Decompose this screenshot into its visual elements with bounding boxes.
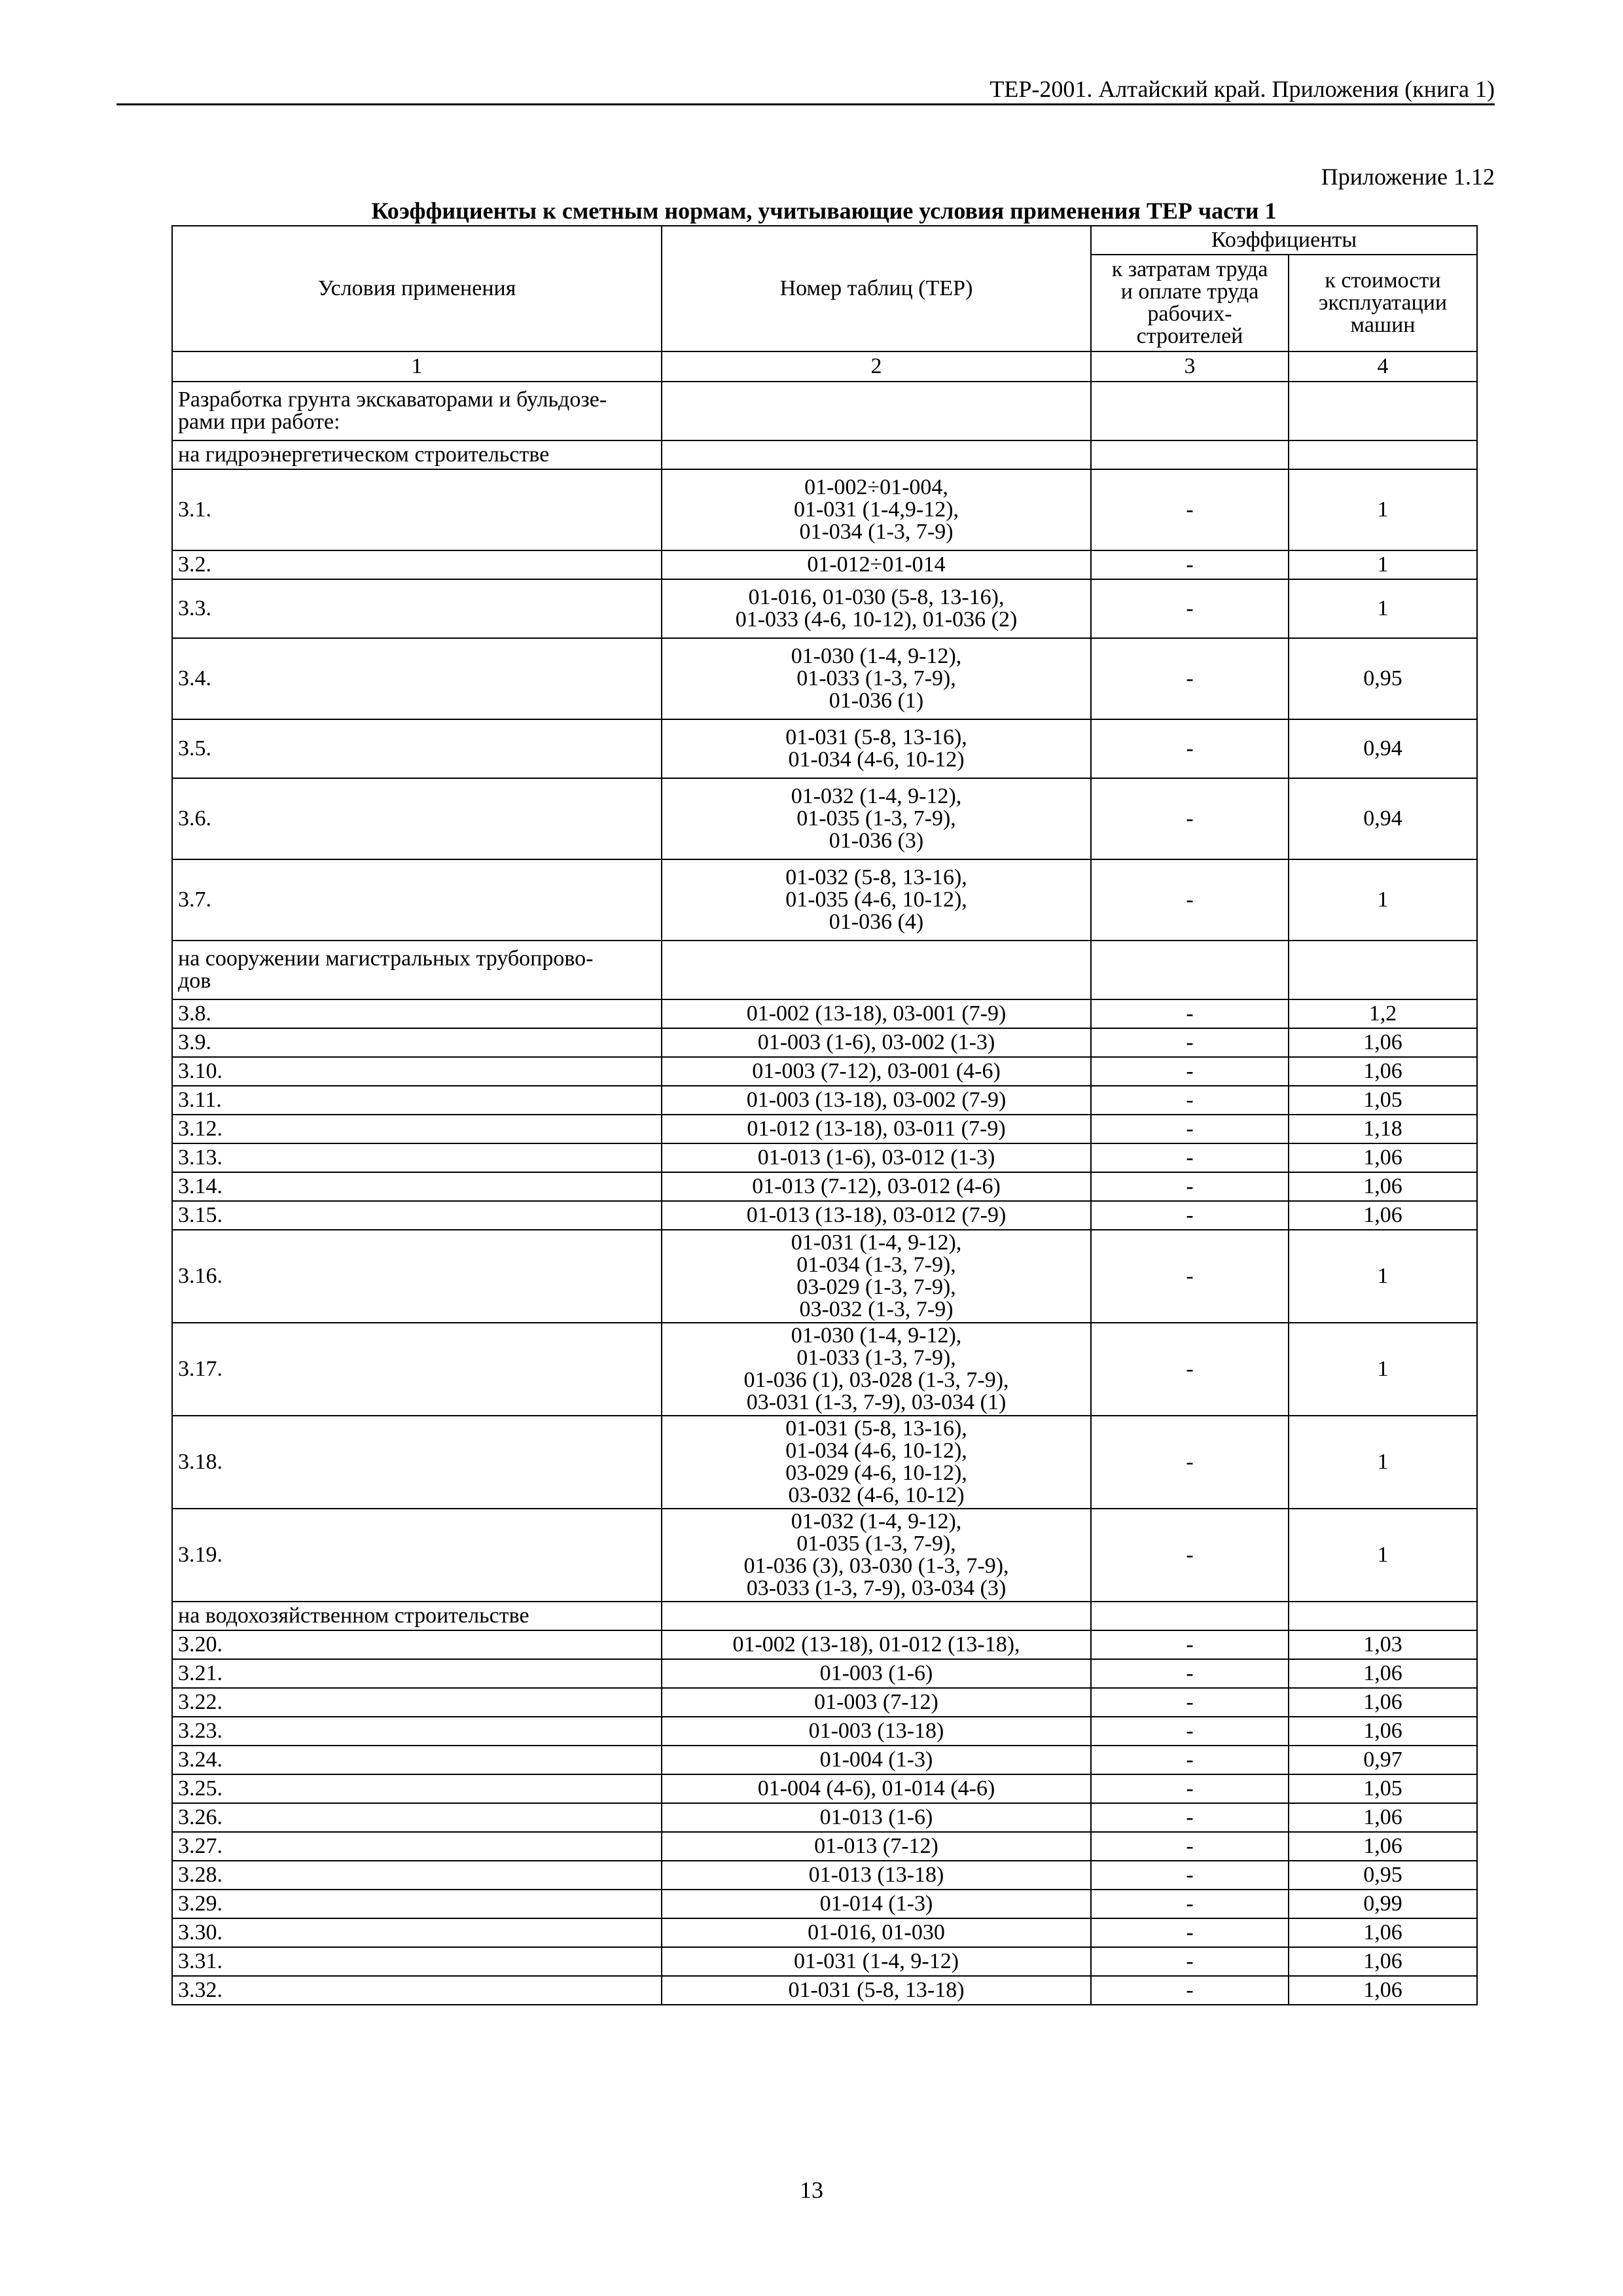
machine-coefficient-cell: 1 — [1289, 1230, 1477, 1323]
machine-coefficient-cell — [1289, 382, 1477, 440]
machine-coefficient-cell: 1 — [1289, 859, 1477, 941]
appendix-label: Приложение 1.12 — [1321, 164, 1495, 190]
machine-coefficient-cell: 1,06 — [1289, 1201, 1477, 1230]
condition-cell: 3.7. — [172, 859, 662, 941]
labor-coefficient-cell: - — [1091, 1746, 1289, 1774]
labor-coefficient-cell: - — [1091, 999, 1289, 1028]
condition-cell: 3.21. — [172, 1659, 662, 1688]
condition-cell: 3.22. — [172, 1688, 662, 1717]
machine-coefficient-cell: 1 — [1289, 550, 1477, 579]
condition-cell: 3.15. — [172, 1201, 662, 1230]
machine-coefficient-cell: 0,94 — [1289, 778, 1477, 859]
machine-coefficient-cell: 1 — [1289, 1416, 1477, 1509]
labor-coefficient-cell: - — [1091, 1630, 1289, 1659]
machine-coefficient-cell: 1,06 — [1289, 1717, 1477, 1746]
condition-cell: 3.27. — [172, 1832, 662, 1861]
table-numbers-cell: 01-031 (5-8, 13-16), 01-034 (4-6, 10-12) — [662, 719, 1091, 778]
column-index: 1 — [172, 351, 662, 382]
page-number: 13 — [800, 2177, 823, 2203]
table-row — [172, 1057, 1477, 1086]
condition-cell: 3.19. — [172, 1509, 662, 1602]
machine-coefficient-cell: 1,18 — [1289, 1115, 1477, 1143]
labor-coefficient-cell: - — [1091, 579, 1289, 638]
labor-coefficient-cell: - — [1091, 1230, 1289, 1323]
machine-coefficient-cell: 1,05 — [1289, 1774, 1477, 1803]
table-row — [172, 1509, 1477, 1602]
condition-cell: 3.32. — [172, 1976, 662, 2005]
table-numbers-cell: 01-016, 01-030 (5-8, 13-16), 01-033 (4-6, 10-12), 01-036 (2) — [662, 579, 1091, 638]
table-row — [172, 1976, 1477, 2005]
table-row — [172, 719, 1477, 778]
condition-cell: на водохозяйственном строительстве — [172, 1602, 662, 1630]
labor-coefficient-cell: - — [1091, 1688, 1289, 1717]
labor-coefficient-cell: - — [1091, 1172, 1289, 1201]
table-numbers-cell: 01-004 (4-6), 01-014 (4-6) — [662, 1774, 1091, 1803]
table-numbers-cell: 01-031 (1-4, 9-12) — [662, 1947, 1091, 1976]
labor-coefficient-cell: - — [1091, 1918, 1289, 1947]
table-row — [172, 469, 1477, 550]
machine-coefficient-cell: 1,05 — [1289, 1086, 1477, 1115]
table-numbers-cell: 01-003 (1-6) — [662, 1659, 1091, 1688]
labor-coefficient-cell: - — [1091, 719, 1289, 778]
table-row — [172, 1774, 1477, 1803]
table-numbers-cell — [662, 382, 1091, 440]
table-numbers-cell: 01-032 (5-8, 13-16), 01-035 (4-6, 10-12), 01-036 (4) — [662, 859, 1091, 941]
table-row — [172, 638, 1477, 719]
table-row — [172, 999, 1477, 1028]
labor-coefficient-cell: - — [1091, 1416, 1289, 1509]
labor-coefficient-cell: - — [1091, 1832, 1289, 1861]
condition-cell: 3.24. — [172, 1746, 662, 1774]
labor-coefficient-cell: - — [1091, 1086, 1289, 1115]
labor-coefficient-cell — [1091, 440, 1289, 469]
condition-cell: 3.31. — [172, 1947, 662, 1976]
table-numbers-cell: 01-002 (13-18), 01-012 (13-18), — [662, 1630, 1091, 1659]
machine-coefficient-cell: 0,95 — [1289, 1861, 1477, 1890]
header-labor: к затратам труда и оплате труда рабочих- строителей — [1091, 255, 1289, 351]
table-row — [172, 1416, 1477, 1509]
labor-coefficient-cell: - — [1091, 1115, 1289, 1143]
table-row — [172, 1602, 1477, 1630]
machine-coefficient-cell — [1289, 440, 1477, 469]
table-numbers-cell: 01-013 (7-12) — [662, 1832, 1091, 1861]
header-conditions: Условия применения — [172, 226, 662, 351]
table-numbers-cell: 01-003 (13-18) — [662, 1717, 1091, 1746]
condition-cell: 3.29. — [172, 1890, 662, 1918]
condition-cell: 3.6. — [172, 778, 662, 859]
table-numbers-cell: 01-013 (1-6), 03-012 (1-3) — [662, 1143, 1091, 1172]
condition-cell: 3.20. — [172, 1630, 662, 1659]
condition-cell: 3.23. — [172, 1717, 662, 1746]
table-row — [172, 1115, 1477, 1143]
column-index: 2 — [662, 351, 1091, 382]
table-numbers-cell: 01-031 (5-8, 13-16), 01-034 (4-6, 10-12), 03-029 (4-6, 10-12), 03-032 (4-6, 10-12) — [662, 1416, 1091, 1509]
condition-cell: 3.1. — [172, 469, 662, 550]
table-row — [172, 550, 1477, 579]
table-row — [172, 1832, 1477, 1861]
condition-cell: 3.2. — [172, 550, 662, 579]
labor-coefficient-cell: - — [1091, 1057, 1289, 1086]
header-row-top — [172, 226, 1477, 255]
table-body — [172, 382, 1477, 2005]
table-numbers-cell: 01-002 (13-18), 03-001 (7-9) — [662, 999, 1091, 1028]
machine-coefficient-cell: 1,06 — [1289, 1028, 1477, 1057]
table-numbers-cell: 01-031 (5-8, 13-18) — [662, 1976, 1091, 2005]
table-numbers-cell: 01-003 (7-12) — [662, 1688, 1091, 1717]
labor-coefficient-cell — [1091, 941, 1289, 999]
machine-coefficient-cell: 1 — [1289, 1323, 1477, 1416]
condition-cell: 3.26. — [172, 1803, 662, 1832]
table-row — [172, 1630, 1477, 1659]
table-numbers-cell: 01-013 (13-18) — [662, 1861, 1091, 1890]
table-numbers-cell: 01-030 (1-4, 9-12), 01-033 (1-3, 7-9), 01-036 (1) — [662, 638, 1091, 719]
labor-coefficient-cell: - — [1091, 1028, 1289, 1057]
table-numbers-cell: 01-016, 01-030 — [662, 1918, 1091, 1947]
labor-coefficient-cell: - — [1091, 1803, 1289, 1832]
table-numbers-cell — [662, 440, 1091, 469]
condition-cell: 3.12. — [172, 1115, 662, 1143]
condition-cell: 3.18. — [172, 1416, 662, 1509]
condition-cell: 3.30. — [172, 1918, 662, 1947]
condition-cell: 3.10. — [172, 1057, 662, 1086]
condition-cell: 3.11. — [172, 1086, 662, 1115]
table-row — [172, 1688, 1477, 1717]
machine-coefficient-cell: 1 — [1289, 1509, 1477, 1602]
table-numbers-cell: 01-012 (13-18), 03-011 (7-9) — [662, 1115, 1091, 1143]
table-row — [172, 1717, 1477, 1746]
condition-cell: 3.5. — [172, 719, 662, 778]
machine-coefficient-cell: 1,06 — [1289, 1918, 1477, 1947]
labor-coefficient-cell: - — [1091, 550, 1289, 579]
table-row — [172, 382, 1477, 440]
header-rule — [116, 103, 1495, 105]
machine-coefficient-cell: 1,06 — [1289, 1659, 1477, 1688]
machine-coefficient-cell: 1,06 — [1289, 1143, 1477, 1172]
table-numbers-cell: 01-012÷01-014 — [662, 550, 1091, 579]
machine-coefficient-cell: 1,06 — [1289, 1947, 1477, 1976]
machine-coefficient-cell: 0,99 — [1289, 1890, 1477, 1918]
table-numbers-cell — [662, 1602, 1091, 1630]
condition-cell: Разработка грунта экскаваторами и бульдозе- рами при работе: — [172, 382, 662, 440]
labor-coefficient-cell: - — [1091, 1861, 1289, 1890]
table-row — [172, 1890, 1477, 1918]
machine-coefficient-cell: 1 — [1289, 469, 1477, 550]
machine-coefficient-cell: 1,06 — [1289, 1976, 1477, 2005]
machine-coefficient-cell: 1,06 — [1289, 1057, 1477, 1086]
running-head: ТЕР-2001. Алтайский край. Приложения (книга 1) — [990, 76, 1495, 102]
labor-coefficient-cell: - — [1091, 1890, 1289, 1918]
table-row — [172, 941, 1477, 999]
labor-coefficient-cell — [1091, 382, 1289, 440]
header-machines: к стоимости эксплуатации машин — [1289, 255, 1477, 351]
table-row — [172, 1947, 1477, 1976]
table-row — [172, 1230, 1477, 1323]
machine-coefficient-cell: 1,06 — [1289, 1688, 1477, 1717]
coefficients-table — [171, 225, 1478, 2005]
table-numbers-cell — [662, 941, 1091, 999]
machine-coefficient-cell: 0,97 — [1289, 1746, 1477, 1774]
table-row — [172, 1659, 1477, 1688]
table-numbers-cell: 01-032 (1-4, 9-12), 01-035 (1-3, 7-9), 01-036 (3), 03-030 (1-3, 7-9), 03-033 (1-3, 7-9), 03-034 (3) — [662, 1509, 1091, 1602]
labor-coefficient-cell: - — [1091, 1947, 1289, 1976]
table-numbers-cell: 01-030 (1-4, 9-12), 01-033 (1-3, 7-9), 01-036 (1), 03-028 (1-3, 7-9), 03-031 (1-3, 7-9), 03-034 (1) — [662, 1323, 1091, 1416]
machine-coefficient-cell: 0,95 — [1289, 638, 1477, 719]
table-numbers-cell: 01-013 (7-12), 03-012 (4-6) — [662, 1172, 1091, 1201]
labor-coefficient-cell: - — [1091, 469, 1289, 550]
table-numbers-cell: 01-013 (1-6) — [662, 1803, 1091, 1832]
table-header — [172, 226, 1477, 382]
condition-cell: 3.4. — [172, 638, 662, 719]
table-row — [172, 579, 1477, 638]
machine-coefficient-cell: 1,2 — [1289, 999, 1477, 1028]
condition-cell: 3.17. — [172, 1323, 662, 1416]
labor-coefficient-cell: - — [1091, 1976, 1289, 2005]
condition-cell: 3.14. — [172, 1172, 662, 1201]
table-row — [172, 1143, 1477, 1172]
labor-coefficient-cell: - — [1091, 1143, 1289, 1172]
machine-coefficient-cell: 1,06 — [1289, 1172, 1477, 1201]
machine-coefficient-cell: 1,03 — [1289, 1630, 1477, 1659]
labor-coefficient-cell: - — [1091, 1774, 1289, 1803]
labor-coefficient-cell: - — [1091, 1659, 1289, 1688]
table-row — [172, 778, 1477, 859]
table-numbers-cell: 01-014 (1-3) — [662, 1890, 1091, 1918]
labor-coefficient-cell: - — [1091, 1717, 1289, 1746]
table-numbers-cell: 01-003 (1-6), 03-002 (1-3) — [662, 1028, 1091, 1057]
condition-cell: 3.25. — [172, 1774, 662, 1803]
table-row — [172, 1323, 1477, 1416]
machine-coefficient-cell: 1,06 — [1289, 1832, 1477, 1861]
column-index-row — [172, 351, 1477, 382]
table-row — [172, 1201, 1477, 1230]
condition-cell: 3.28. — [172, 1861, 662, 1890]
condition-cell: 3.13. — [172, 1143, 662, 1172]
table-numbers-cell: 01-002÷01-004, 01-031 (1-4,9-12), 01-034 (1-3, 7-9) — [662, 469, 1091, 550]
table-row — [172, 1861, 1477, 1890]
table-numbers-cell: 01-031 (1-4, 9-12), 01-034 (1-3, 7-9), 03-029 (1-3, 7-9), 03-032 (1-3, 7-9) — [662, 1230, 1091, 1323]
condition-cell: 3.8. — [172, 999, 662, 1028]
table-row — [172, 1028, 1477, 1057]
table-row — [172, 1803, 1477, 1832]
table-row — [172, 1086, 1477, 1115]
condition-cell: на гидроэнергетическом строительстве — [172, 440, 662, 469]
table-numbers-cell: 01-013 (13-18), 03-012 (7-9) — [662, 1201, 1091, 1230]
table-numbers-cell: 01-032 (1-4, 9-12), 01-035 (1-3, 7-9), 01-036 (3) — [662, 778, 1091, 859]
labor-coefficient-cell: - — [1091, 638, 1289, 719]
machine-coefficient-cell — [1289, 941, 1477, 999]
table-numbers-cell: 01-003 (13-18), 03-002 (7-9) — [662, 1086, 1091, 1115]
machine-coefficient-cell: 1 — [1289, 579, 1477, 638]
table-row — [172, 1918, 1477, 1947]
column-index: 4 — [1289, 351, 1477, 382]
condition-cell: на сооружении магистральных трубопрово- дов — [172, 941, 662, 999]
labor-coefficient-cell — [1091, 1602, 1289, 1630]
table-row — [172, 859, 1477, 941]
condition-cell: 3.3. — [172, 579, 662, 638]
labor-coefficient-cell: - — [1091, 1201, 1289, 1230]
header-coefficients: Коэффициенты — [1091, 226, 1477, 255]
condition-cell: 3.16. — [172, 1230, 662, 1323]
header-table-numbers: Номер таблиц (ТЕР) — [662, 226, 1091, 351]
labor-coefficient-cell: - — [1091, 778, 1289, 859]
table-row — [172, 440, 1477, 469]
column-index: 3 — [1091, 351, 1289, 382]
table-title: Коэффициенты к сметным нормам, учитывающие условия применения ТЕР части 1 — [371, 198, 1277, 224]
table-row — [172, 1172, 1477, 1201]
condition-cell: 3.9. — [172, 1028, 662, 1057]
table-row — [172, 1746, 1477, 1774]
table-numbers-cell: 01-004 (1-3) — [662, 1746, 1091, 1774]
machine-coefficient-cell: 1,06 — [1289, 1803, 1477, 1832]
machine-coefficient-cell: 0,94 — [1289, 719, 1477, 778]
table-numbers-cell: 01-003 (7-12), 03-001 (4-6) — [662, 1057, 1091, 1086]
labor-coefficient-cell: - — [1091, 859, 1289, 941]
machine-coefficient-cell — [1289, 1602, 1477, 1630]
labor-coefficient-cell: - — [1091, 1323, 1289, 1416]
labor-coefficient-cell: - — [1091, 1509, 1289, 1602]
